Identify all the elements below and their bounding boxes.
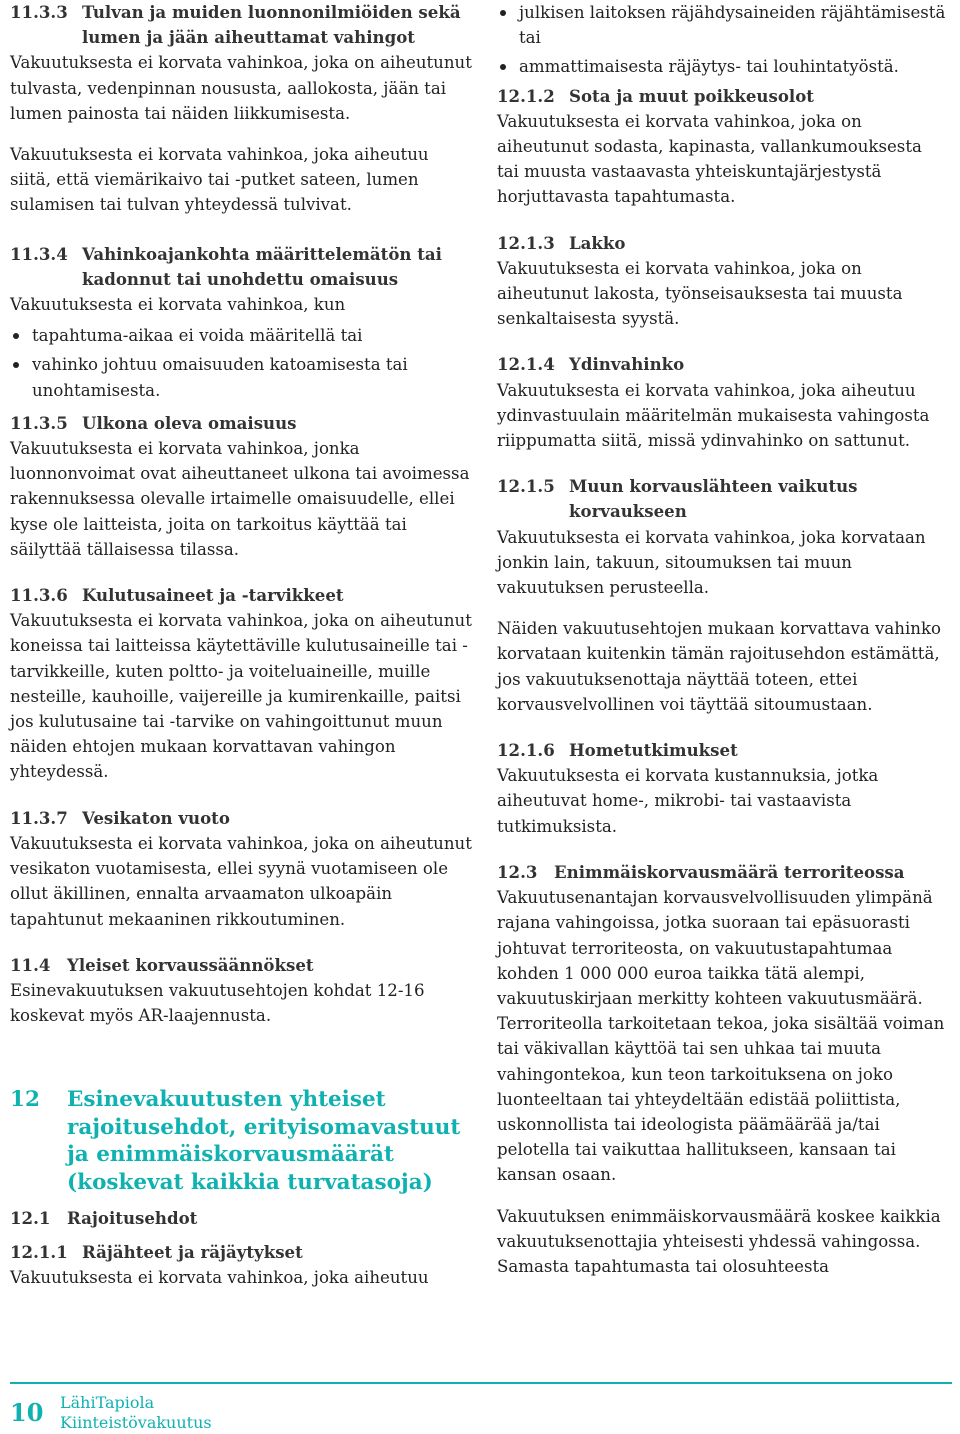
section-number: 12.1.3 — [497, 232, 555, 253]
section-12-1-2-paragraph: Vakuutuksesta ei korvata vahinkoa, joka on aiheutunut sodasta, kapinasta, vallankumouksesta tai muusta vastaavasta yhteiskuntajärjestystä horjuttavasta tapahtumasta. — [497, 111, 922, 207]
section-12-1-heading — [10, 1206, 472, 1231]
section-11-3-4-heading — [10, 242, 472, 292]
section-12-1-5-heading — [497, 474, 949, 524]
brand-company: LähiTapiola — [60, 1393, 155, 1412]
section-11-3-7-paragraph: Vakuutuksesta ei korvata vahinkoa, joka on aiheutunut vesikaton vuotamisesta, ellei syynä vuotamiseen ole ollut äkillinen, ennalta arvaamaton ulkoapäin tapahtunut mekaaninen rikkoutuminen. — [10, 833, 472, 929]
section-12-1-1-paragraph: Vakuutuksesta ei korvata vahinkoa, joka aiheutuu — [10, 1267, 429, 1287]
section-title: Vesikaton vuoto — [82, 807, 230, 828]
section-11-3-3-paragraph-2: Vakuutuksesta ei korvata vahinkoa, joka aiheutuu siitä, että viemärikaivo tai -putket sateen, lumen sulamisen tai tulvan yhteydessä tulvivat. — [10, 145, 429, 215]
section-number: 12.1.4 — [497, 354, 555, 375]
section-12-1-6-paragraph: Vakuutuksesta ei korvata kustannuksia, jotka aiheutuvat home-, mikrobi- tai vastaavista tutkimuksista. — [497, 766, 879, 836]
chapter-number: 12 — [10, 1087, 40, 1113]
list-item: vahinko johtuu omaisuuden katoamisesta tai unohtamisesta. — [10, 352, 472, 402]
chapter-title: Esinevakuutusten yhteiset rajoitusehdot, erityisomavastuut ja enimmäiskorvausmäärät (koskevat kaikkia turvatasoja) — [67, 1087, 461, 1195]
list-item: tapahtuma-aikaa ei voida määritellä tai — [10, 323, 472, 348]
section-11-3-7-heading — [10, 806, 472, 831]
right-column — [497, 0, 949, 1295]
chapter-12-heading — [10, 1086, 472, 1196]
left-column — [10, 0, 472, 1306]
section-11-4-heading — [10, 953, 472, 978]
section-11-3-3-heading — [10, 0, 472, 50]
section-number: 12.1.1 — [10, 1241, 68, 1262]
section-title: Vahinkoajankohta määrittelemätön tai kadonnut tai unohdettu omaisuus — [82, 243, 442, 289]
section-number: 11.3.5 — [10, 412, 68, 433]
section-number: 11.3.6 — [10, 585, 68, 606]
section-title: Lakko — [569, 232, 626, 253]
section-number: 11.3.3 — [10, 2, 68, 22]
section-title: Tulvan ja muiden luonnonilmiöiden sekä lumen ja jään aiheuttamat vahingot — [82, 2, 461, 48]
section-12-1-5-paragraph-2: Näiden vakuutusehtojen mukaan korvattava vahinko korvataan kuitenkin tämän rajoitusehdon estämättä, jos vakuutuksenottaja näyttää toteen, ettei korvausvelvollinen voi täyttää sitoumustaan. — [497, 619, 942, 714]
list-item: julkisen laitoksen räjähdysaineiden räjähtämisestä tai — [497, 0, 949, 50]
section-11-3-6-paragraph: Vakuutuksesta ei korvata vahinkoa, joka on aiheutunut koneissa tai laitteissa käytettäville kulutusaineille tai -tarvikkeille, kuten poltto- ja voiteluaineille, muille nesteille, kauhoille, vaijereille ja kumirenkaille, paitsi jos kulutusaine tai -tarvike on vahingoittunut muun näiden ehtojen mukaan korvattavan vahingon yhteydessä. — [10, 611, 472, 782]
section-number: 12.1 — [10, 1208, 51, 1229]
section-11-3-5-paragraph: Vakuutuksesta ei korvata vahinkoa, jonka luonnonvoimat ovat aiheuttaneet ulkona tai avoimessa rakennuksessa olevalle irtaimelle omaisuudelle, ellei kyse ole laitteista, joita on tarkoitus käyttää tai säilyttää tällaisessa tilassa. — [10, 439, 470, 559]
section-title: Kulutusaineet ja -tarvikkeet — [82, 585, 344, 606]
section-title: Yleiset korvaussäännökset — [67, 954, 314, 975]
section-12-1-2-heading — [497, 84, 949, 109]
footer-divider — [10, 1382, 952, 1384]
section-11-3-4-intro: Vakuutuksesta ei korvata vahinkoa, kun — [10, 295, 346, 315]
section-12-1-1-heading — [10, 1240, 472, 1265]
section-title: Räjähteet ja räjäytykset — [82, 1241, 303, 1262]
section-12-3-paragraph-1: Vakuutusenantajan korvausvelvollisuuden ylimpänä rajana vahingoissa, jotka suoraan tai epäsuorasti johtuvat terroriteosta, on vakuutustapahtumaa kohden 1 000 000 euroa taikka tätä alempi, vakuutuskirjaan merkitty kohteen vakuutusmäärä. Terroriteolla tarkoitetaan tekoa, joka sisältää voiman tai väkivallan käyttöä tai sen uhkaa tai muuta vahingontekoa, kun teon tarkoituksena on joko luonteeltaan tai yhteydeltään edistää poliittista, uskonnollista tai ideologista päämäärää ja/tai pelotella tai vaikuttaa hallitukseen, kansaan tai kansan osaan. — [497, 888, 945, 1185]
section-11-3-6-heading — [10, 583, 472, 608]
section-title: Ulkona oleva omaisuus — [82, 412, 297, 433]
section-12-1-1-list — [497, 0, 949, 80]
section-title: Sota ja muut poikkeusolot — [569, 85, 814, 106]
section-number: 11.3.7 — [10, 807, 68, 828]
section-12-1-3-heading — [497, 231, 949, 256]
section-number: 11.4 — [10, 954, 51, 975]
section-number: 12.1.2 — [497, 85, 555, 106]
section-12-3-heading — [497, 860, 949, 885]
section-title: Enimmäiskorvausmäärä terroriteossa — [554, 861, 905, 882]
section-12-1-4-heading — [497, 352, 949, 377]
section-number: 11.3.4 — [10, 243, 68, 264]
list-item: ammattimaisesta räjäytys- tai louhintatyöstä. — [497, 54, 949, 79]
brand-name — [60, 1393, 212, 1433]
section-number: 12.1.5 — [497, 476, 555, 497]
section-11-4-paragraph: Esinevakuutuksen vakuutusehtojen kohdat 12-16 koskevat myös AR-laajennusta. — [10, 980, 425, 1026]
section-title: Rajoitusehdot — [67, 1208, 198, 1229]
brand-product: Kiinteistövakuutus — [60, 1413, 212, 1432]
section-12-3-paragraph-2: Vakuutuksen enimmäiskorvausmäärä koskee kaikkia vakuutuksenottajia yhteisesti yhdessä vahingossa. Samasta tapahtumasta tai olosuhteesta — [497, 1206, 941, 1276]
section-number: 12.1.6 — [497, 740, 555, 761]
section-title: Hometutkimukset — [569, 740, 738, 761]
section-title: Ydinvahinko — [569, 354, 685, 375]
section-title: Muun korvauslähteen vaikutus korvaukseen — [569, 476, 858, 522]
section-12-1-6-heading — [497, 738, 949, 763]
page-number: 10 — [10, 1398, 44, 1427]
section-11-3-5-heading — [10, 411, 472, 436]
section-12-1-3-paragraph: Vakuutuksesta ei korvata vahinkoa, joka on aiheutunut lakosta, työnseisauksesta tai muusta senkaltaisesta syystä. — [497, 258, 903, 329]
section-11-3-4-list — [10, 323, 472, 403]
section-12-1-4-paragraph: Vakuutuksesta ei korvata vahinkoa, joka aiheutuu ydinvastuulain määritelmän mukaisesta vahingosta riippumatta siitä, missä ydinvahinko on sattunut. — [497, 380, 930, 451]
section-12-1-5-paragraph-1: Vakuutuksesta ei korvata vahinkoa, joka korvataan jonkin lain, takuun, sitoumuksen tai muun vakuutuksen perusteella. — [497, 527, 926, 598]
section-11-3-3-paragraph-1: Vakuutuksesta ei korvata vahinkoa, joka on aiheutunut tulvasta, vedenpinnan noususta, aallokosta, jään tai lumen painosta tai näiden liikkumisesta. — [10, 53, 472, 123]
section-number: 12.3 — [497, 861, 538, 882]
